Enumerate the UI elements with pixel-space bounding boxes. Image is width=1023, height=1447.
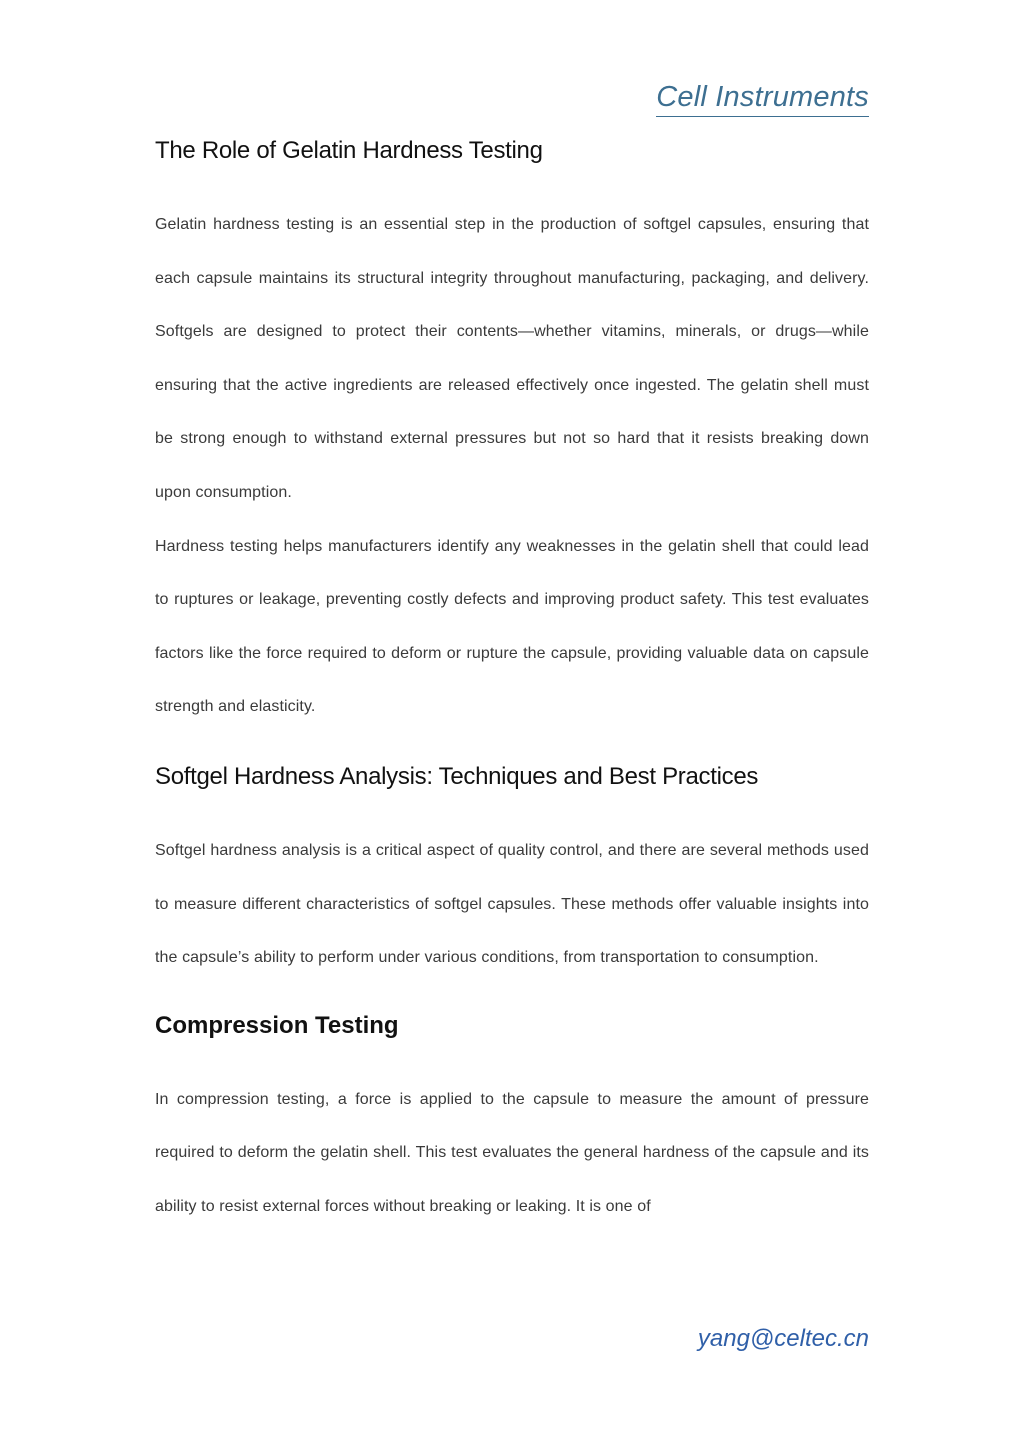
footer-email[interactable]: yang@celtec.cn	[697, 1325, 869, 1352]
brand-logo-text: Cell Instruments	[656, 80, 869, 117]
paragraph-analysis-1: Softgel hardness analysis is a critical aspect of quality control, and there are several methods used to measure different characteristics of softgel capsules. These methods offer valuable insights into the capsule’s ability to perform under various conditions, from transportation to consumption.	[155, 841, 869, 967]
section-heading-analysis: Softgel Hardness Analysis: Techniques and Best Practices	[155, 762, 759, 790]
paragraph-role-2: Hardness testing helps manufacturers identify any weaknesses in the gelatin shell that could lead to ruptures or leakage, preventing costly defects and improving product safety. This test evaluates factors like the force required to deform or rupture the capsule, providing valuable data on capsule strength and elasticity.	[155, 537, 869, 716]
paragraph-role-1: Gelatin hardness testing is an essential step in the production of softgel capsules, ensuring that each capsule maintains its structural integrity throughout manufacturing, packaging, and delivery. Softgels are designed to protect their contents—whether vitamins, minerals, or drugs—while ensuring that the active ingredients are released effectively once ingested. The gelatin shell must be strong enough to withstand external pressures but not so hard that it resists breaking down upon consumption.	[155, 216, 869, 501]
section-heading-role: The Role of Gelatin Hardness Testing	[155, 137, 543, 164]
document-body	[155, 132, 869, 1234]
paragraph-compression-1: In compression testing, a force is applied to the capsule to measure the amount of pressure required to deform the gelatin shell. This test evaluates the general hardness of the capsule and its ability to resist external forces without breaking or leaking. It is one of	[155, 1090, 869, 1215]
section-heading-compression: Compression Testing	[155, 1011, 399, 1039]
